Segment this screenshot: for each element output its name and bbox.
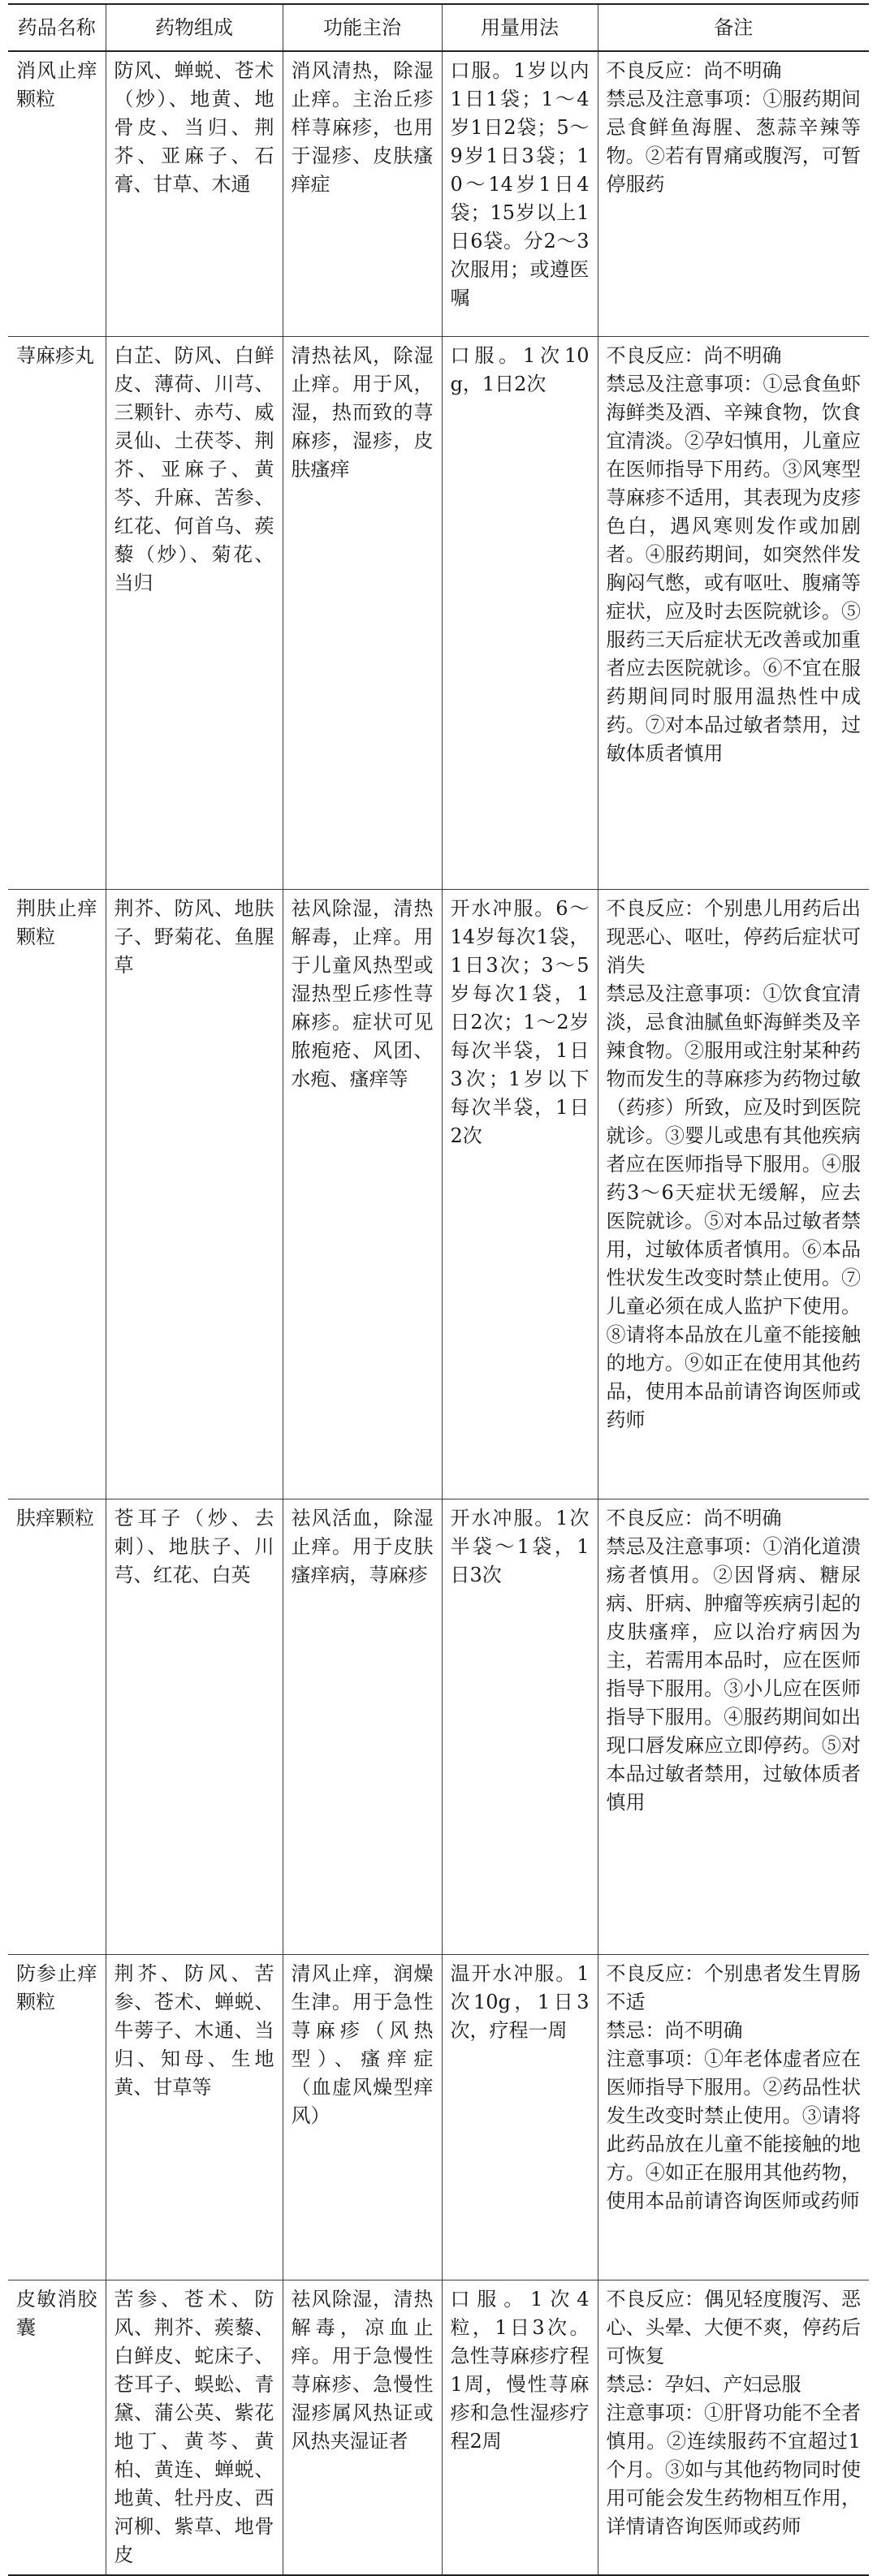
composition-cell: 防风、蝉蜕、苍术（炒）、地黄、地骨皮、当归、荆芥、亚麻子、石膏、甘草、木通 — [106, 51, 283, 337]
notes-paragraph: 不良反应：偶见轻度腹泻、恶心、头晕、大便不爽，停药后可恢复 — [606, 2288, 861, 2367]
header-composition: 药物组成 — [106, 4, 283, 51]
drug-name-cell: 肤痒颗粒 — [8, 1499, 106, 1955]
usage-cell: 开水冲服。1次半袋～1袋，1日3次 — [442, 1499, 598, 1955]
notes-cell — [598, 337, 869, 890]
notes-paragraph: 禁忌：尚不明确 — [606, 2019, 743, 2042]
table-header-row — [8, 4, 869, 51]
notes-cell — [598, 1955, 869, 2280]
usage-cell: 口服。1次10g，1日2次 — [442, 337, 598, 890]
header-name: 药品名称 — [8, 4, 106, 51]
notes-paragraph: 禁忌及注意事项：①忌食鱼虾海鲜类及酒、辛辣食物，饮食宜清淡。②孕妇慎用，儿童应在医师指导下用药。③风寒型荨麻疹不适用，其表现为皮疹色白，遇风寒则发作或加剧者。④服药期间，如突然伴发胸闷气憋，或有呕吐、腹痛等症状，应及时去医院就诊。⑤服药三天后症状无改善或加重者应去医院就诊。⑥不宜在服药期间同时服用温热性中成药。⑦对本品过敏者禁用，过敏体质者慎用 — [606, 373, 861, 765]
table-row — [8, 51, 869, 337]
notes-paragraph: 不良反应：个别患儿用药后出现恶心、呕吐，停药后症状可消失 — [606, 897, 861, 977]
notes-cell — [598, 2280, 869, 2576]
drug-name-cell: 皮敏消胶囊 — [8, 2280, 106, 2576]
drug-name-cell: 荨麻疹丸 — [8, 337, 106, 890]
table-row — [8, 890, 869, 1499]
function-cell: 消风清热，除湿止痒。主治丘疹样荨麻疹，也用于湿疹、皮肤瘙痒症 — [283, 51, 442, 337]
notes-paragraph: 禁忌及注意事项：①饮食宜清淡，忌食油腻鱼虾海鲜类及辛辣食物。②服用或注射某种药物而发生的荨麻疹为药物过敏（药疹）所致，应及时到医院就诊。③婴儿或患有其他疾病者应在医师指导下服用。④服药3～6天症状无缓解，应去医院就诊。⑤对本品过敏者禁用，过敏体质者慎用。⑥本品性状发生改变时禁止使用。⑦儿童必须在成人监护下使用。⑧请将本品放在儿童不能接触的地方。⑨如正在使用其他药品，使用本品前请咨询医师或药师 — [606, 982, 861, 1431]
notes-paragraph: 不良反应：尚不明确 — [606, 344, 782, 367]
composition-cell: 白芷、防风、白鲜皮、薄荷、川芎、三颗针、赤芍、威灵仙、土茯苓、荆芥、亚麻子、黄芩、升麻、苦参、红花、何首乌、蒺藜（炒）、菊花、当归 — [106, 337, 283, 890]
header-notes: 备注 — [598, 4, 869, 51]
usage-cell: 温开水冲服。1次10g，1日3次，疗程一周 — [442, 1955, 598, 2280]
usage-cell: 口服。1岁以内1日1袋；1～4岁1日2袋；5～9岁1日3袋；10～14岁1日4袋；15岁以上1日6袋。分2～3次服用；或遵医嘱 — [442, 51, 598, 337]
table-row — [8, 1955, 869, 2280]
usage-cell: 口服。1次4粒，1日3次。急性荨麻疹疗程1周，慢性荨麻疹和急性湿疹疗程2周 — [442, 2280, 598, 2576]
usage-cell: 开水冲服。6～14岁每次1袋，1日3次；3～5岁每次1袋，1日2次；1～2岁每次半袋，1日3次；1岁以下每次半袋，1日2次 — [442, 890, 598, 1499]
notes-paragraph: 注意事项：①年老体虚者应在医师指导下服用。②药品性状发生改变时禁止使用。③请将此药品放在儿童不能接触的地方。④如正在服用其他药物，使用本品前请咨询医师或药师 — [606, 2047, 861, 2212]
notes-paragraph: 不良反应：个别患者发生胃肠不适 — [606, 1962, 861, 2013]
composition-cell: 苦参、苍术、防风、荆芥、蒺藜、白鲜皮、蛇床子、苍耳子、蜈蚣、青黛、蒲公英、紫花地丁、黄芩、黄柏、黄连、蝉蜕、地黄、牡丹皮、西河柳、紫草、地骨皮 — [106, 2280, 283, 2576]
composition-cell: 荆芥、防风、苦参、苍术、蝉蜕、牛蒡子、木通、当归、知母、生地黄、甘草等 — [106, 1955, 283, 2280]
notes-paragraph: 不良反应：尚不明确 — [606, 59, 782, 82]
composition-cell: 苍耳子（炒、去刺）、地肤子、川芎、红花、白英 — [106, 1499, 283, 1955]
function-cell: 祛风活血，除湿止痒。用于皮肤瘙痒病，荨麻疹 — [283, 1499, 442, 1955]
notes-cell — [598, 890, 869, 1499]
table-row — [8, 337, 869, 890]
notes-paragraph: 禁忌：孕妇、产妇忌服 — [606, 2373, 801, 2396]
composition-cell: 荆芥、防风、地肤子、野菊花、鱼腥草 — [106, 890, 283, 1499]
notes-paragraph: 禁忌及注意事项：①服药期间忌食鲜鱼海腥、葱蒜辛辣等物。②若有胃痛或腹泻，可暂停服药 — [606, 88, 861, 196]
notes-paragraph: 不良反应：尚不明确 — [606, 1507, 782, 1530]
header-function: 功能主治 — [283, 4, 442, 51]
notes-cell — [598, 1499, 869, 1955]
table-row — [8, 1499, 869, 1955]
function-cell: 清风止痒，润燥生津。用于急性荨麻疹（风热型）、瘙痒症（血虚风燥型痒风） — [283, 1955, 442, 2280]
notes-paragraph: 禁忌及注意事项：①消化道溃疡者慎用。②因肾病、糖尿病、肝病、肿瘤等疾病引起的皮肤瘙痒，应以治疗病因为主，若需用本品时，应在医师指导下服用。③小儿应在医师指导下服用。④服药期间如出现口唇发麻应立即停药。⑤对本品过敏者禁用，过敏体质者慎用 — [606, 1535, 861, 1814]
header-usage: 用量用法 — [442, 4, 598, 51]
function-cell: 祛风除湿，清热解毒，凉血止痒。用于急慢性荨麻疹、急慢性湿疹属风热证或风热夹湿证者 — [283, 2280, 442, 2576]
function-cell: 祛风除湿，清热解毒，止痒。用于儿童风热型或湿热型丘疹性荨麻疹。症状可见脓疱疮、风团、水疱、瘙痒等 — [283, 890, 442, 1499]
drug-name-cell: 荆肤止痒颗粒 — [8, 890, 106, 1499]
notes-cell — [598, 51, 869, 337]
drug-name-cell: 防参止痒颗粒 — [8, 1955, 106, 2280]
function-cell: 清热祛风，除湿止痒。用于风，湿，热而致的荨麻疹，湿疹，皮肤瘙痒 — [283, 337, 442, 890]
drug-name-cell: 消风止痒颗粒 — [8, 51, 106, 337]
drug-table — [8, 3, 869, 2576]
notes-paragraph: 注意事项：①肝肾功能不全者慎用。②连续服药不宜超过1个月。③如与其他药物同时使用可能会发生药物相互作用，详情请咨询医师或药师 — [606, 2401, 861, 2538]
table-row — [8, 2280, 869, 2576]
